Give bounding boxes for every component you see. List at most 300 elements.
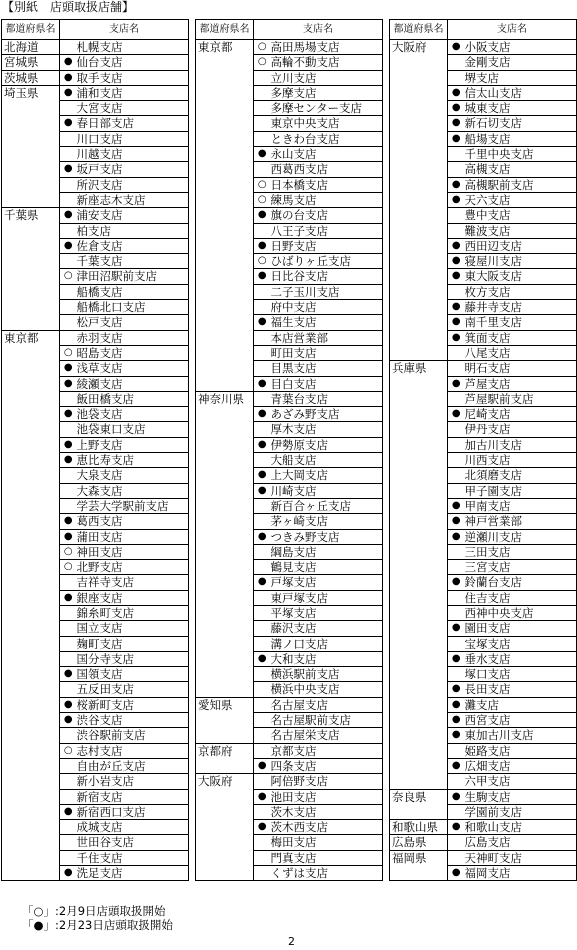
mark-cell — [254, 743, 271, 758]
branch-name-cell: 戸塚支店 — [271, 575, 383, 590]
filled-circle-mark: ● — [254, 269, 271, 284]
filled-circle-mark: ● — [448, 376, 465, 391]
branch-name-cell: 灘支店 — [465, 697, 577, 712]
branch-name-cell: 上大岡支店 — [271, 468, 383, 483]
branch-name-cell: 池袋支店 — [77, 407, 189, 422]
filled-circle-mark: ● — [60, 697, 77, 712]
table-row — [390, 789, 577, 804]
mark-cell — [254, 621, 271, 636]
branch-name-cell: 新百合ヶ丘支店 — [271, 498, 383, 513]
branch-name-cell: 寝屋川支店 — [465, 254, 577, 269]
table-row — [390, 820, 577, 835]
branch-name-cell: 平塚支店 — [271, 605, 383, 620]
branch-name-cell: 船橋支店 — [77, 284, 189, 299]
branch-name-cell: 逆瀬川支店 — [465, 529, 577, 544]
filled-circle-mark: ● — [60, 85, 77, 100]
branch-name-cell: 神田支店 — [77, 544, 189, 559]
mark-cell — [254, 636, 271, 651]
branch-name-cell: 名古屋支店 — [271, 697, 383, 712]
mark-cell — [254, 514, 271, 529]
mark-cell — [254, 116, 271, 131]
branch-name-cell: 広畑支店 — [465, 758, 577, 773]
branch-name-cell: 神戸営業部 — [465, 514, 577, 529]
filled-circle-mark: ● — [60, 376, 77, 391]
branch-name-cell: 蒲田支店 — [77, 529, 189, 544]
mark-cell — [448, 453, 465, 468]
branch-name-cell: 生駒支店 — [465, 789, 577, 804]
mark-cell — [60, 391, 77, 406]
branch-name-cell: 東大阪支店 — [465, 269, 577, 284]
filled-circle-mark: ● — [254, 820, 271, 835]
prefecture-cell: 愛知県 — [196, 697, 254, 743]
branch-name-cell: 府中支店 — [271, 300, 383, 315]
filled-circle-mark: ● — [60, 514, 77, 529]
open-circle-mark: ○ — [254, 254, 271, 269]
prefecture-cell: 埼玉県 — [2, 85, 60, 207]
branch-name-cell: 住吉支店 — [465, 590, 577, 605]
branch-name-cell: 福生支店 — [271, 315, 383, 330]
table-header-row — [390, 20, 577, 40]
filled-circle-mark: ● — [60, 70, 77, 85]
branch-name-cell: 葛西支店 — [77, 514, 189, 529]
branch-name-cell: 綱島支店 — [271, 544, 383, 559]
mark-cell — [448, 422, 465, 437]
prefecture-cell: 京都府 — [196, 743, 254, 774]
filled-circle-mark: ● — [60, 437, 77, 452]
mark-cell — [60, 820, 77, 835]
mark-cell — [60, 254, 77, 269]
branch-name-cell: 名古屋駅前支店 — [271, 713, 383, 728]
filled-circle-mark: ● — [60, 453, 77, 468]
branch-name-cell: 取手支店 — [77, 70, 189, 85]
filled-circle-mark: ● — [448, 529, 465, 544]
prefecture-header: 都道府県名 — [390, 20, 448, 40]
branch-name-cell: 浦安支店 — [77, 208, 189, 223]
branch-name-cell: 浦和支店 — [77, 85, 189, 100]
mark-cell — [60, 101, 77, 116]
branch-name-cell: ときわ台支店 — [271, 131, 383, 146]
mark-cell — [254, 361, 271, 376]
mark-cell — [60, 223, 77, 238]
mark-cell — [448, 391, 465, 406]
branch-name-cell: 日本橋支店 — [271, 177, 383, 192]
mark-cell — [254, 682, 271, 697]
filled-circle-mark: ● — [254, 437, 271, 452]
branch-name-cell: 長田支店 — [465, 682, 577, 697]
branch-name-cell: 津田沼駅前支店 — [77, 269, 189, 284]
branch-name-cell: 広島支店 — [465, 835, 577, 850]
branch-name-cell: 永山支店 — [271, 147, 383, 162]
filled-circle-mark: ● — [60, 590, 77, 605]
mark-cell — [254, 300, 271, 315]
prefecture-cell: 神奈川県 — [196, 391, 254, 697]
branch-name-cell: 所沢支店 — [77, 177, 189, 192]
branch-header: 支店名 — [448, 20, 577, 40]
prefecture-cell: 千葉県 — [2, 208, 60, 330]
branch-name-cell: 北野支店 — [77, 560, 189, 575]
branch-name-cell: 船橋北口支店 — [77, 300, 189, 315]
branch-name-cell: 高槻駅前支店 — [465, 177, 577, 192]
branch-name-cell: 二子玉川支店 — [271, 284, 383, 299]
filled-circle-mark: ● — [448, 575, 465, 590]
mark-cell — [448, 483, 465, 498]
filled-circle-mark: ● — [448, 85, 465, 100]
filled-circle-mark: ● — [254, 758, 271, 773]
branch-name-cell: 国領支店 — [77, 667, 189, 682]
mark-cell — [254, 667, 271, 682]
mark-cell — [60, 422, 77, 437]
branch-table-2 — [195, 19, 383, 881]
branch-name-cell: 新座志木支店 — [77, 192, 189, 207]
branch-name-cell: 八尾支店 — [465, 345, 577, 360]
branch-name-cell: 西葛西支店 — [271, 162, 383, 177]
table-row — [390, 835, 577, 850]
branch-name-cell: 東戸塚支店 — [271, 590, 383, 605]
mark-cell — [254, 605, 271, 620]
filled-circle-mark: ● — [448, 131, 465, 146]
filled-circle-mark: ● — [254, 529, 271, 544]
filled-circle-mark: ● — [448, 697, 465, 712]
filled-circle-mark: ● — [254, 468, 271, 483]
branch-name-cell: 四条支店 — [271, 758, 383, 773]
filled-circle-mark: ● — [448, 651, 465, 666]
filled-circle-mark: ● — [448, 789, 465, 804]
branch-name-cell: 志村支店 — [77, 743, 189, 758]
open-circle-mark: ○ — [254, 40, 271, 55]
branch-name-cell: 浅草支店 — [77, 361, 189, 376]
branch-name-cell: 信太山支店 — [465, 85, 577, 100]
branch-name-cell: 門真支店 — [271, 850, 383, 865]
branch-name-cell: 綾瀬支店 — [77, 376, 189, 391]
prefecture-cell: 広島県 — [390, 835, 448, 850]
mark-cell — [448, 605, 465, 620]
branch-name-cell: 昭島支店 — [77, 345, 189, 360]
filled-circle-mark: ● — [448, 177, 465, 192]
mark-cell — [60, 682, 77, 697]
branch-name-cell: 茨木支店 — [271, 804, 383, 819]
branch-name-cell: 五反田支店 — [77, 682, 189, 697]
document-title: 【別紙 店頭取扱店舗】 — [2, 0, 135, 14]
mark-cell — [448, 147, 465, 162]
legend-note-open-circle: 「○」:2月9日店頭取扱開始 — [22, 904, 166, 918]
filled-circle-mark: ● — [448, 498, 465, 513]
branch-name-cell: 横浜駅前支店 — [271, 667, 383, 682]
mark-cell — [254, 345, 271, 360]
filled-circle-mark: ● — [448, 315, 465, 330]
mark-cell — [254, 728, 271, 743]
filled-circle-mark: ● — [60, 162, 77, 177]
branch-name-cell: 新小岩支店 — [77, 774, 189, 789]
table-row — [2, 330, 189, 345]
mark-cell — [60, 575, 77, 590]
open-circle-mark: ○ — [254, 192, 271, 207]
mark-cell — [254, 713, 271, 728]
branch-name-cell: 大和支店 — [271, 651, 383, 666]
branch-name-cell: 三田支店 — [465, 544, 577, 559]
branch-table-1 — [1, 19, 189, 881]
mark-cell — [60, 300, 77, 315]
mark-cell — [254, 453, 271, 468]
branch-name-cell: 箕面支店 — [465, 330, 577, 345]
mark-cell — [254, 560, 271, 575]
table-row — [2, 40, 189, 55]
filled-circle-mark: ● — [254, 315, 271, 330]
branch-name-cell: 千里中央支店 — [465, 147, 577, 162]
page-number: 2 — [288, 935, 295, 948]
filled-circle-mark: ● — [448, 300, 465, 315]
branch-name-cell: 川越支店 — [77, 147, 189, 162]
branch-name-cell: 麹町支店 — [77, 636, 189, 651]
filled-circle-mark: ● — [60, 713, 77, 728]
filled-circle-mark: ● — [254, 651, 271, 666]
branch-name-cell: 立川支店 — [271, 70, 383, 85]
branch-name-cell: 大宮支店 — [77, 101, 189, 116]
mark-cell — [60, 498, 77, 513]
filled-circle-mark: ● — [254, 575, 271, 590]
filled-circle-mark: ● — [448, 407, 465, 422]
mark-cell — [448, 437, 465, 452]
mark-cell — [60, 605, 77, 620]
filled-circle-mark: ● — [60, 361, 77, 376]
branch-name-cell: 成城支店 — [77, 820, 189, 835]
branch-name-cell: 厚木支店 — [271, 422, 383, 437]
branch-name-cell: 多摩支店 — [271, 85, 383, 100]
mark-cell — [254, 544, 271, 559]
branch-name-cell: 甲子園支店 — [465, 483, 577, 498]
branch-name-cell: 京都支店 — [271, 743, 383, 758]
branch-name-cell: 町田支店 — [271, 345, 383, 360]
mark-cell — [254, 223, 271, 238]
branch-name-cell: 名古屋栄支店 — [271, 728, 383, 743]
prefecture-cell: 和歌山県 — [390, 820, 448, 835]
mark-cell — [60, 789, 77, 804]
branch-name-cell: 金剛支店 — [465, 55, 577, 70]
mark-cell — [448, 70, 465, 85]
mark-cell — [448, 162, 465, 177]
open-circle-mark: ○ — [60, 269, 77, 284]
mark-cell — [448, 850, 465, 865]
mark-cell — [448, 590, 465, 605]
branch-name-cell: 赤羽支店 — [77, 330, 189, 345]
branch-name-cell: 飯田橋支店 — [77, 391, 189, 406]
table-row — [2, 208, 189, 223]
filled-circle-mark: ● — [60, 116, 77, 131]
branch-name-cell: 塚口支店 — [465, 667, 577, 682]
prefecture-header: 都道府県名 — [2, 20, 60, 40]
filled-circle-mark: ● — [60, 804, 77, 819]
branch-name-cell: 明石支店 — [465, 361, 577, 376]
branch-name-cell: 藤井寺支店 — [465, 300, 577, 315]
branch-name-cell: 高田馬場支店 — [271, 40, 383, 55]
mark-cell — [448, 804, 465, 819]
legend-note-filled-circle: 「●」:2月23日店頭取扱開始 — [22, 918, 173, 932]
mark-cell — [448, 284, 465, 299]
mark-cell — [60, 330, 77, 345]
branch-name-cell: 大船支店 — [271, 453, 383, 468]
filled-circle-mark: ● — [448, 514, 465, 529]
branch-name-cell: 大森支店 — [77, 483, 189, 498]
mark-cell — [254, 85, 271, 100]
table-row — [2, 85, 189, 100]
branch-name-cell: 旗の台支店 — [271, 208, 383, 223]
mark-cell — [254, 162, 271, 177]
open-circle-mark: ○ — [60, 743, 77, 758]
branch-name-cell: 大泉支店 — [77, 468, 189, 483]
mark-cell — [60, 192, 77, 207]
open-circle-mark: ○ — [254, 177, 271, 192]
branch-name-cell: 小阪支店 — [465, 40, 577, 55]
filled-circle-mark: ● — [448, 866, 465, 881]
branch-name-cell: 千住支店 — [77, 850, 189, 865]
mark-cell — [448, 774, 465, 789]
branch-name-cell: 練馬支店 — [271, 192, 383, 207]
branch-name-cell: 横浜中央支店 — [271, 682, 383, 697]
table-row — [196, 40, 383, 55]
table-row — [2, 55, 189, 70]
prefecture-cell: 福岡県 — [390, 850, 448, 881]
branch-name-cell: 春日部支店 — [77, 116, 189, 131]
open-circle-mark: ○ — [60, 345, 77, 360]
branch-name-cell: 西宮支店 — [465, 713, 577, 728]
branch-name-cell: 宝塚支店 — [465, 636, 577, 651]
mark-cell — [254, 330, 271, 345]
branch-name-cell: 加古川支店 — [465, 437, 577, 452]
mark-cell — [254, 835, 271, 850]
filled-circle-mark: ● — [254, 789, 271, 804]
branch-header: 支店名 — [60, 20, 189, 40]
branch-name-cell: 高輪不動支店 — [271, 55, 383, 70]
branch-name-cell: 芦屋支店 — [465, 376, 577, 391]
branch-name-cell: 茅ヶ崎支店 — [271, 514, 383, 529]
mark-cell — [254, 866, 271, 881]
filled-circle-mark: ● — [448, 330, 465, 345]
mark-cell — [60, 835, 77, 850]
branch-name-cell: ひばりヶ丘支店 — [271, 254, 383, 269]
branch-name-cell: 梅田支店 — [271, 835, 383, 850]
branch-name-cell: 高槻支店 — [465, 162, 577, 177]
mark-cell — [448, 835, 465, 850]
branch-name-cell: 西田辺支店 — [465, 238, 577, 253]
mark-cell — [254, 697, 271, 712]
branch-name-cell: 渋谷駅前支店 — [77, 728, 189, 743]
branch-name-cell: 六甲支店 — [465, 774, 577, 789]
prefecture-cell: 大阪府 — [196, 774, 254, 881]
filled-circle-mark: ● — [448, 40, 465, 55]
mark-cell — [60, 728, 77, 743]
mark-cell — [60, 621, 77, 636]
prefecture-cell: 東京都 — [2, 330, 60, 881]
mark-cell — [448, 361, 465, 376]
branch-name-cell: 日野支店 — [271, 238, 383, 253]
filled-circle-mark: ● — [254, 376, 271, 391]
filled-circle-mark: ● — [448, 621, 465, 636]
mark-cell — [254, 498, 271, 513]
branch-name-cell: 新宿西口支店 — [77, 804, 189, 819]
branch-name-cell: 天六支店 — [465, 192, 577, 207]
open-circle-mark: ○ — [60, 560, 77, 575]
mark-cell — [60, 774, 77, 789]
branch-name-cell: 東京中央支店 — [271, 116, 383, 131]
branch-name-cell: 世田谷支店 — [77, 835, 189, 850]
branch-name-cell: 青葉台支店 — [271, 391, 383, 406]
open-circle-mark: ○ — [60, 544, 77, 559]
branch-name-cell: 天神町支店 — [465, 850, 577, 865]
branch-name-cell: 洗足支店 — [77, 866, 189, 881]
table-row — [390, 361, 577, 376]
branch-name-cell: 川西支店 — [465, 453, 577, 468]
branch-name-cell: 茨木西支店 — [271, 820, 383, 835]
branch-name-cell: 西神中央支店 — [465, 605, 577, 620]
branch-table-3 — [389, 19, 577, 881]
filled-circle-mark: ● — [60, 407, 77, 422]
mark-cell — [254, 284, 271, 299]
mark-cell — [448, 55, 465, 70]
branch-name-cell: つきみ野支店 — [271, 529, 383, 544]
branch-name-cell: 佐倉支店 — [77, 238, 189, 253]
mark-cell — [448, 743, 465, 758]
mark-cell — [254, 422, 271, 437]
mark-cell — [448, 560, 465, 575]
branch-name-cell: 国立支店 — [77, 621, 189, 636]
mark-cell — [60, 483, 77, 498]
branch-name-cell: 札幌支店 — [77, 40, 189, 55]
mark-cell — [254, 391, 271, 406]
mark-cell — [448, 223, 465, 238]
mark-cell — [254, 590, 271, 605]
mark-cell — [60, 651, 77, 666]
branch-name-cell: 難波支店 — [465, 223, 577, 238]
mark-cell — [60, 758, 77, 773]
branch-name-cell: 鈴蘭台支店 — [465, 575, 577, 590]
filled-circle-mark: ● — [448, 269, 465, 284]
branch-name-cell: 坂戸支店 — [77, 162, 189, 177]
branch-name-cell: 本店営業部 — [271, 330, 383, 345]
mark-cell — [60, 40, 77, 55]
mark-cell — [60, 850, 77, 865]
table-row — [196, 774, 383, 789]
filled-circle-mark: ● — [254, 208, 271, 223]
branch-name-cell: 新宿支店 — [77, 789, 189, 804]
branch-name-cell: 阿倍野支店 — [271, 774, 383, 789]
mark-cell — [60, 636, 77, 651]
branch-name-cell: 北須磨支店 — [465, 468, 577, 483]
mark-cell — [448, 667, 465, 682]
filled-circle-mark: ● — [60, 55, 77, 70]
branch-name-cell: 上野支店 — [77, 437, 189, 452]
branch-name-cell: 恵比寿支店 — [77, 453, 189, 468]
filled-circle-mark: ● — [448, 713, 465, 728]
table-row — [390, 40, 577, 55]
branch-name-cell: 三宮支店 — [465, 560, 577, 575]
branch-name-cell: 吉祥寺支店 — [77, 575, 189, 590]
filled-circle-mark: ● — [254, 483, 271, 498]
filled-circle-mark: ● — [60, 238, 77, 253]
branch-name-cell: 柏支店 — [77, 223, 189, 238]
prefecture-cell: 茨城県 — [2, 70, 60, 85]
mark-cell — [254, 131, 271, 146]
mark-cell — [254, 101, 271, 116]
branch-name-cell: 新石切支店 — [465, 116, 577, 131]
filled-circle-mark: ● — [254, 238, 271, 253]
mark-cell — [254, 70, 271, 85]
branch-name-cell: 松戸支店 — [77, 315, 189, 330]
branch-name-cell: 和歌山支店 — [465, 820, 577, 835]
prefecture-cell: 奈良県 — [390, 789, 448, 820]
mark-cell — [254, 774, 271, 789]
branch-name-cell: 垂水支店 — [465, 651, 577, 666]
branch-name-cell: 鶴見支店 — [271, 560, 383, 575]
branch-name-cell: 溝ノ口支店 — [271, 636, 383, 651]
